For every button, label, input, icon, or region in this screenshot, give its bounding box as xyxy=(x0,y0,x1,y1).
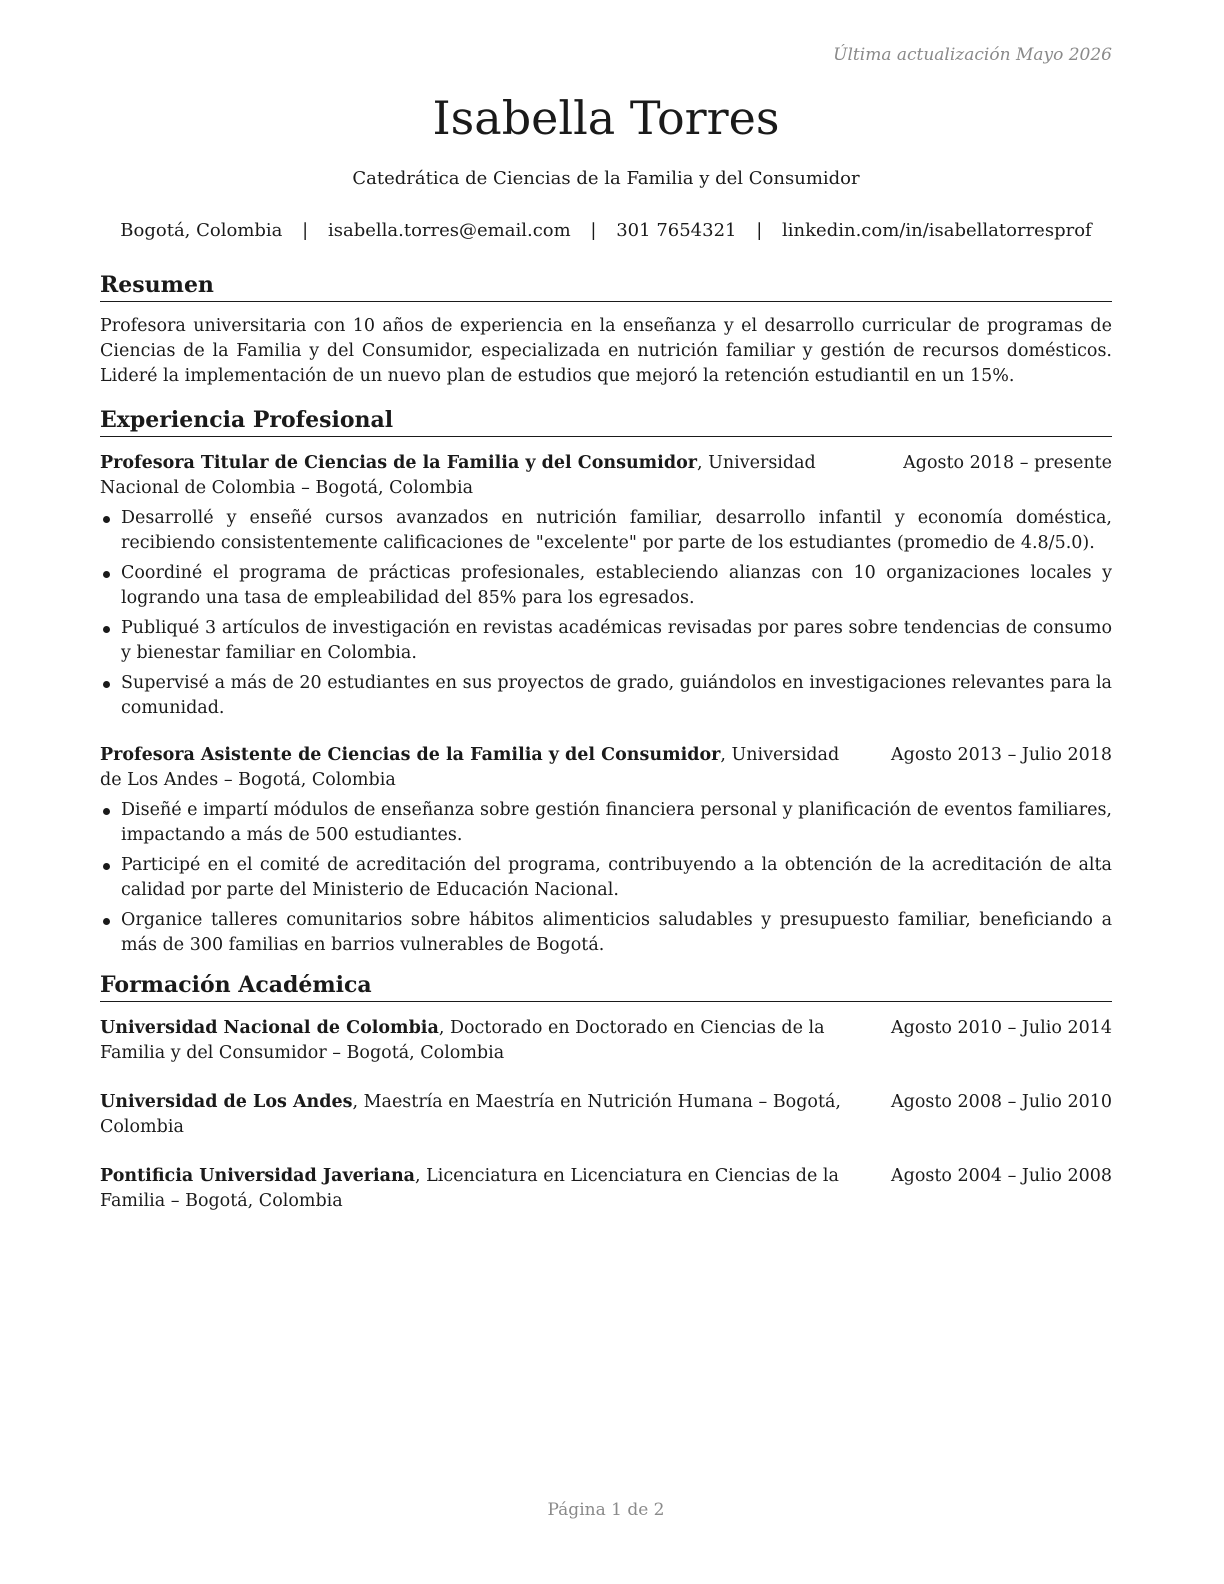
job-bullet: Organice talleres comunitarios sobre hábitos alimenticios saludables y presupuesto familiar, beneficiando a más de 300 familias en barrios vulnerables de Bogotá. xyxy=(100,908,1112,958)
job-bullet: Supervisé a más de 20 estudiantes en sus proyectos de grado, guiándolos en investigaciones relevantes para la comunidad. xyxy=(100,671,1112,721)
contact-separator: | xyxy=(756,220,763,241)
job-bullet: Desarrollé y enseñé cursos avanzados en nutrición familiar, desarrollo infantil y economía doméstica, recibiendo consistentemente calificaciones de "excelente" por parte de los estudiantes (promedio de 4.8/5.0). xyxy=(100,506,1112,556)
contact-linkedin[interactable]: linkedin.com/in/isabellatorresprof xyxy=(782,220,1092,241)
resume-content xyxy=(100,270,1112,1214)
summary-text: Profesora universitaria con 10 años de experiencia en la enseñanza y el desarrollo curricular de programas de Ciencias de la Familia y del Consumidor, especializada en nutrición familiar y gestión de recursos domésticos. Lideré la implementación de un nuevo plan de estudios que mejoró la retención estudiantil en un 15%. xyxy=(100,316,1112,386)
job-bullets xyxy=(100,506,1112,721)
section-title-education: Formación Académica xyxy=(100,970,1112,1002)
education-header xyxy=(100,1090,1112,1140)
job-role-org xyxy=(100,451,903,501)
section-title-experience: Experiencia Profesional xyxy=(100,405,1112,437)
section-title-summary: Resumen xyxy=(100,270,1112,302)
education-dates: Agosto 2010 – Julio 2014 xyxy=(890,1018,1112,1038)
education-school-degree xyxy=(100,1016,891,1066)
education-detail: , Maestría en Maestría en Nutrición Humana – Bogotá, Colombia xyxy=(100,1092,841,1137)
job-dates: Agosto 2018 – presente xyxy=(903,453,1112,473)
job-bullet: Diseñé e impartí módulos de enseñanza sobre gestión financiera personal y planificación de eventos familiares, impactando a más de 500 estudiantes. xyxy=(100,798,1112,848)
job-entry xyxy=(100,743,1112,958)
job-bullets xyxy=(100,798,1112,958)
job-role: Profesora Titular de Ciencias de la Familia y del Consumidor xyxy=(100,453,697,473)
job-entry xyxy=(100,451,1112,721)
education-school: Pontificia Universidad Javeriana xyxy=(100,1166,416,1186)
education-header xyxy=(100,1164,1112,1214)
contact-separator: | xyxy=(590,220,597,241)
last-updated: Última actualización Mayo 2026 xyxy=(833,45,1112,65)
job-bullet: Participé en el comité de acreditación del programa, contribuyendo a la obtención de la acreditación de alta calidad por parte del Ministerio de Educación Nacional. xyxy=(100,853,1112,903)
education-school-degree xyxy=(100,1090,891,1140)
contact-location: Bogotá, Colombia xyxy=(120,220,283,241)
education-school-degree xyxy=(100,1164,891,1214)
job-org: , Universidad Nacional de Colombia – Bogotá, Colombia xyxy=(100,453,816,498)
summary-section xyxy=(100,270,1112,389)
education-detail: , Licenciatura en Licenciatura en Ciencias de la Familia – Bogotá, Colombia xyxy=(100,1166,839,1211)
education-entry xyxy=(100,1016,1112,1066)
job-bullet: Publiqué 3 artículos de investigación en revistas académicas revisadas por pares sobre tendencias de consumo y bienestar familiar en Colombia. xyxy=(100,616,1112,666)
job-role: Profesora Asistente de Ciencias de la Familia y del Consumidor xyxy=(100,745,721,765)
contact-line xyxy=(100,219,1112,243)
education-header xyxy=(100,1016,1112,1066)
education-entry xyxy=(100,1164,1112,1214)
contact-email[interactable]: isabella.torres@email.com xyxy=(327,220,571,241)
contact-separator: | xyxy=(302,220,309,241)
job-role-org xyxy=(100,743,891,793)
candidate-title: Catedrática de Ciencias de la Familia y del Consumidor xyxy=(352,168,860,189)
education-section xyxy=(100,970,1112,1214)
job-dates: Agosto 2013 – Julio 2018 xyxy=(890,745,1112,765)
job-org: , Universidad de Los Andes – Bogotá, Colombia xyxy=(100,745,840,790)
contact-phone: 301 7654321 xyxy=(616,220,737,241)
job-header xyxy=(100,451,1112,501)
job-header xyxy=(100,743,1112,793)
experience-section xyxy=(100,405,1112,958)
education-entry xyxy=(100,1090,1112,1140)
resume-page xyxy=(100,0,1112,1584)
candidate-name: Isabella Torres xyxy=(432,91,780,145)
job-bullet: Coordiné el programa de prácticas profesionales, estableciendo alianzas con 10 organizaciones locales y logrando una tasa de empleabilidad del 85% para los egresados. xyxy=(100,561,1112,611)
education-school: Universidad de Los Andes xyxy=(100,1092,353,1112)
education-detail: , Doctorado en Doctorado en Ciencias de la Familia y del Consumidor – Bogotá, Colombia xyxy=(100,1018,825,1063)
page-number: Página 1 de 2 xyxy=(547,1500,665,1520)
education-dates: Agosto 2008 – Julio 2010 xyxy=(890,1092,1112,1112)
education-school: Universidad Nacional de Colombia xyxy=(100,1018,439,1038)
education-dates: Agosto 2004 – Julio 2008 xyxy=(890,1166,1112,1186)
